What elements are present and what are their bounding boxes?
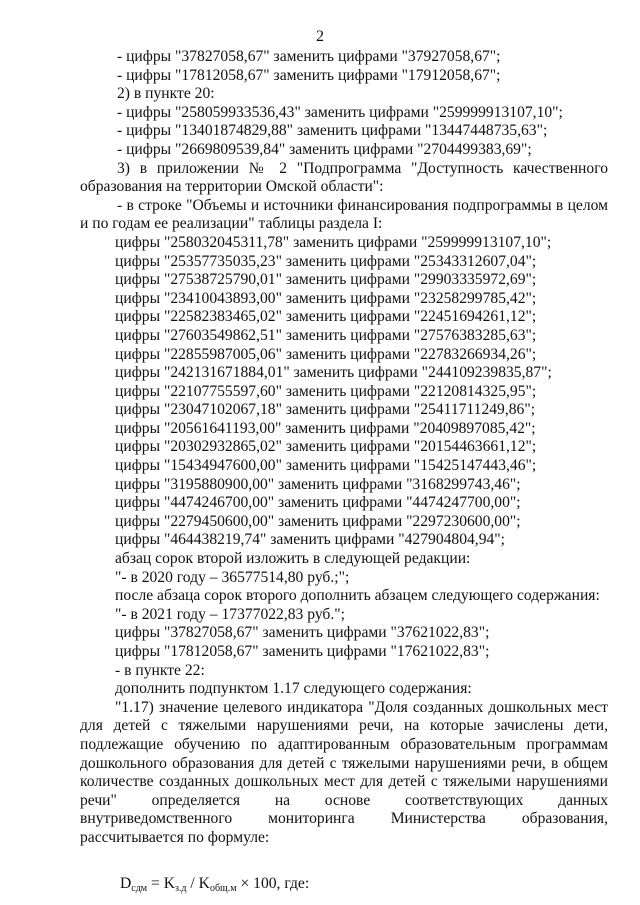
formula-numerator: K: [163, 874, 175, 892]
formula-tail: × 100, где:: [236, 874, 310, 892]
text-line: "- в 2020 году – 36577514,80 руб.;";: [115, 568, 350, 586]
text-line: цифры "258032045311,78" заменить цифрами "259999913107,10";: [115, 233, 552, 251]
text-line: цифры "25357735035,23" заменить цифрами "25343312607,04";: [115, 252, 537, 270]
text-line: цифры "20561641193,00" заменить цифрами "20409897085,42";: [115, 419, 536, 437]
text-line: цифры "2279450600,00" заменить цифрами "2297230600,00";: [115, 512, 521, 530]
text-line: абзац сорок второй изложить в следующей редакции:: [115, 550, 471, 568]
text-line: цифры "23047102067,18" заменить цифрами "25411711249,86";: [115, 401, 536, 419]
text-line: цифры "17812058,67" заменить цифрами "17621022,83";: [115, 643, 490, 660]
spacer: [80, 848, 608, 874]
text-line: - в пункте 22:: [115, 661, 205, 679]
text-line: - цифры "258059933536,43" заменить цифрами "259999913107,10";: [117, 103, 563, 121]
text-line: количестве созданных дошкольных мест для детей с тяжелыми нарушениями: [80, 773, 608, 791]
text-line: цифры "27538725790,01" заменить цифрами "29903335972,69";: [115, 271, 537, 289]
text-line: внутриведомственного мониторинга Министерства образования,: [80, 810, 608, 828]
text-line: цифры "22855987005,06" заменить цифрами "22783266934,26";: [115, 345, 537, 363]
text-line: - цифры "37827058,67" заменить цифрами "37927058,67";: [117, 48, 501, 65]
text-line: - цифры "13401874829,88" заменить цифрами "13447448735,63";: [117, 122, 548, 140]
text-line: "- в 2021 году – 17377022,83 руб.";: [115, 605, 345, 623]
formula-slash: /: [186, 874, 199, 892]
formula-denominator: K: [198, 874, 210, 892]
text-line: цифры "27603549862,51" заменить цифрами "27576383285,63";: [115, 326, 537, 344]
text-line: для детей с тяжелыми нарушениями речи, на которые зачислены дети,: [80, 717, 608, 735]
text-line: цифры "3195880900,00" заменить цифрами "3168299743,46";: [115, 475, 521, 493]
formula-equals: =: [147, 874, 164, 892]
page-number: 2: [316, 28, 324, 45]
text-line: цифры "242131671884,01" заменить цифрами "244109239835,87";: [115, 364, 552, 382]
text-line: речи" определяется на основе соответствующих данных: [80, 791, 608, 809]
formula-numerator-subscript: з.д: [174, 882, 187, 894]
text-line: цифры "20302932865,02" заменить цифрами "20154463661,12";: [115, 438, 537, 456]
text-line: дошкольного образования для детей с тяжелыми нарушениями речи, в общем: [80, 754, 608, 772]
text-line: дополнить подпунктом 1.17 следующего содержания:: [115, 680, 472, 698]
text-line: цифры "22107755597,60" заменить цифрами "22120814325,95";: [115, 382, 537, 400]
text-line: и по годам ее реализации" таблицы раздела I:: [80, 215, 383, 233]
formula: [80, 874, 608, 894]
text-line: цифры "37827058,67" заменить цифрами "37621022,83";: [115, 624, 490, 642]
document-body: [80, 48, 608, 894]
text-line: после абзаца сорок второго дополнить абзацем следующего содержания:: [115, 587, 600, 605]
text-line: - в строке "Объемы и источники финансирования подпрограммы в целом: [117, 196, 608, 214]
text-line: рассчитывается по формуле:: [80, 828, 270, 846]
text-line: цифры "23410043893,00" заменить цифрами "23258299785,42";: [115, 289, 537, 307]
text-line: подлежащие обучению по адаптированным образовательным программам: [80, 735, 608, 753]
formula-lhs: D: [120, 874, 132, 892]
text-line: 3) в приложении № 2 "Подпрограмма "Доступность качественного: [117, 159, 608, 177]
formula-denominator-subscript: общ.м: [209, 882, 237, 894]
text-line: - цифры "17812058,67" заменить цифрами "17912058,67";: [117, 66, 501, 84]
formula-lhs-subscript: сдм: [131, 882, 148, 894]
text-line: цифры "22582383465,02" заменить цифрами "22451694261,12";: [115, 308, 537, 326]
text-line: цифры "4474246700,00" заменить цифрами "4474247700,00";: [115, 494, 521, 512]
text-line: "1.17) значение целевого индикатора "Доля созданных дошкольных мест: [115, 698, 608, 716]
text-line: образования на территории Омской области":: [80, 178, 384, 196]
text-line: цифры "15434947600,00" заменить цифрами "15425147443,46";: [115, 457, 537, 475]
text-line: 2) в пункте 20:: [117, 85, 215, 103]
text-line: цифры "464438219,74" заменить цифрами "427904804,94";: [115, 531, 505, 549]
text-line: - цифры "2669809539,84" заменить цифрами "2704499383,69";: [117, 140, 532, 158]
